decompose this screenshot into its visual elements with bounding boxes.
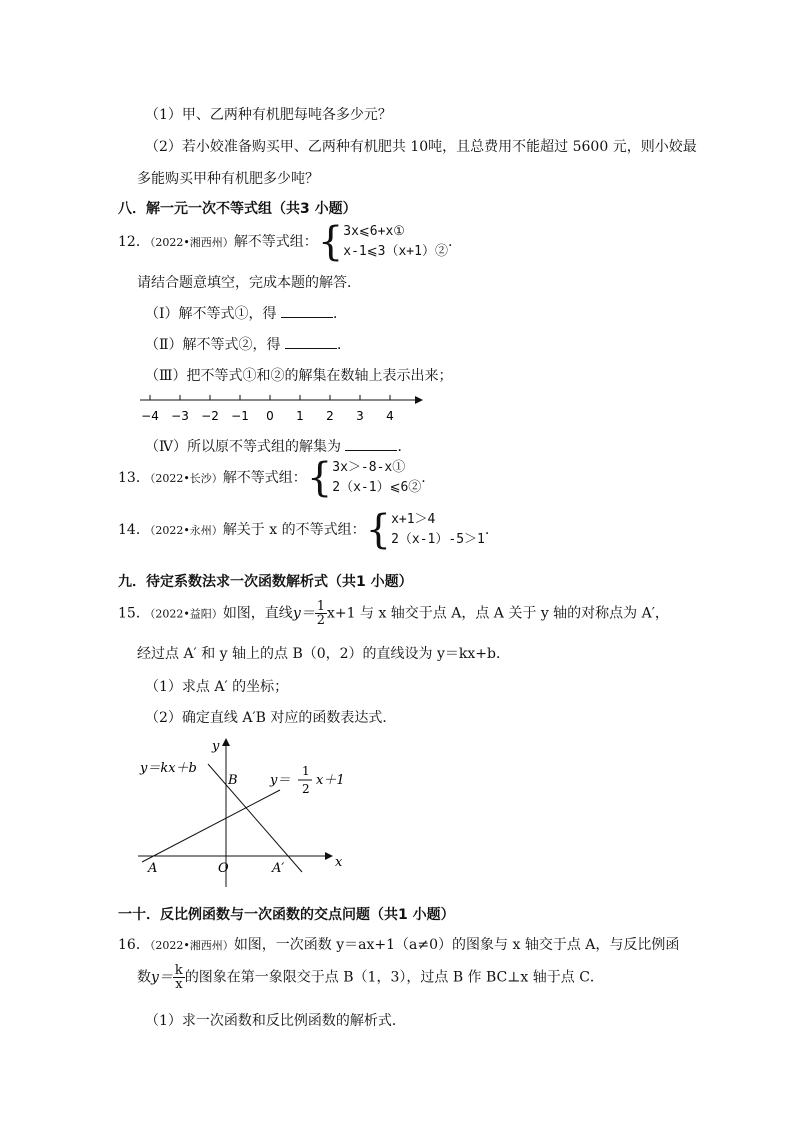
q11-part2-line1: （2）若小姣准备购买甲、乙两种有机肥共 10吨，且总费用不能超过 5600 元，则小姣最 [145, 139, 697, 155]
fraction-denominator: 2 [316, 613, 326, 628]
q15-figure [130, 732, 350, 892]
number-line [135, 390, 425, 430]
section-heading-10: 一十．反比例函数与一次函数的交点问题（共1 小题） [118, 907, 455, 923]
number-line-tick-label: 1 [296, 409, 304, 423]
number-line-tick-label: −4 [141, 409, 159, 423]
question-15-line1 [118, 600, 669, 627]
question-lead: 解不等式组： [222, 470, 307, 486]
system-end: . [447, 234, 453, 250]
point-a-prime-label: A′ [272, 861, 285, 876]
number-line-tick-label: 0 [266, 409, 274, 423]
question-source: （2022•益阳） [149, 607, 223, 621]
inequality-2: 2（x-1）-5＞1 [391, 532, 485, 547]
q15-part1: （1）求点 A′ 的坐标； [145, 679, 289, 695]
system-brace: { [306, 455, 333, 501]
fraction-one-half [315, 600, 327, 627]
step1-end: ． [332, 306, 347, 322]
number-line-tick-label: 3 [356, 409, 364, 423]
q12-instruction: 请结合题意填空，完成本题的解答． [137, 275, 361, 291]
inequality-1: 3x＞-8-x① [332, 460, 406, 475]
point-b-label: B [228, 773, 238, 788]
system-end: . [484, 522, 490, 538]
q15-y-eq: y＝ [292, 605, 315, 622]
inequality-system [391, 510, 485, 550]
number-line-tick-label: −3 [171, 409, 189, 423]
inequality-1: 3x⩽6+x① [343, 224, 405, 239]
question-15-line2: 经过点 A′ 和 y 轴上的点 B（0，2）的直线设为 y＝kx+b． [137, 646, 510, 662]
system-brace: { [317, 219, 344, 265]
line-half-label-b: x＋1 [316, 773, 345, 788]
question-source: （2022•长沙） [149, 472, 223, 485]
question-number: 15． [118, 605, 150, 622]
step4-end: ． [397, 439, 412, 455]
question-source: （2022•永州） [149, 524, 223, 537]
q15-text-b: x+1 与 x 轴交于点 A，点 A 关于 y 轴的对称点为 A′， [327, 605, 669, 622]
q16-part1: （1）求一次函数和反比例函数的解析式． [145, 1013, 406, 1029]
step1-text: （Ⅰ）解不等式①，得 [145, 306, 277, 322]
question-number: 16． [118, 937, 150, 953]
inequality-2: 2（x-1）⩽6② [332, 480, 422, 495]
number-line-tick-label: 4 [386, 409, 394, 423]
x-axis-label: x [335, 855, 343, 870]
q12-step1 [145, 303, 347, 323]
question-14-stem [118, 507, 490, 553]
question-lead: 解不等式组： [233, 234, 318, 250]
question-number: 14． [118, 522, 150, 538]
x-axis-arrow [325, 852, 333, 860]
number-line-tick-label: 2 [326, 409, 334, 423]
inequality-system [343, 222, 448, 262]
question-source: （2022•湘西州） [149, 236, 234, 249]
question-number: 13． [118, 470, 150, 486]
question-12-stem [118, 219, 453, 265]
system-end: . [421, 470, 426, 486]
question-16-line1 [118, 934, 679, 954]
section-heading-8: 八．解一元一次不等式组（共3 小题） [118, 201, 357, 217]
y-axis-arrow [222, 738, 230, 746]
q12-step2 [145, 334, 351, 354]
step2-end: ． [336, 337, 351, 353]
question-16-line2 [137, 964, 604, 991]
inequality-1: x+1＞4 [391, 512, 436, 527]
inequality-system [332, 458, 421, 498]
question-source: （2022•湘西州） [149, 939, 234, 952]
q12-step4 [145, 436, 411, 456]
q11-part1: （1）甲、乙两种有机肥每吨各多少元？ [145, 107, 392, 123]
section-heading-9: 九．待定系数法求一次函数解析式（共1 小题） [118, 574, 413, 590]
q15-part2: （2）确定直线 A′B 对应的函数表达式． [145, 710, 397, 726]
number-line-ticks [141, 395, 394, 423]
system-brace: { [365, 507, 392, 553]
q16-text-2a: 数 [137, 969, 151, 986]
line-half-label-num: 1 [302, 764, 310, 778]
origin-label: O [218, 861, 229, 876]
q16-text-1: 如图，一次函数 y＝ax+1（a≠0）的图象与 x 轴交于点 A，与反比例函 [233, 937, 680, 953]
q15-text-a: 如图，直线 [222, 605, 293, 622]
number-line-tick-label: −1 [231, 409, 249, 423]
question-number: 12． [118, 234, 150, 250]
fraction-k-over-x [173, 964, 185, 991]
fraction-denominator: x [175, 977, 183, 992]
answer-blank-1[interactable] [281, 305, 333, 318]
y-axis-label: y [212, 739, 220, 754]
point-a-label: A [148, 861, 158, 876]
line-half-x-plus-1 [142, 790, 280, 862]
line-half-label-den: 2 [302, 782, 310, 796]
answer-blank-2[interactable] [285, 336, 337, 349]
number-line-tick-label: −2 [201, 409, 219, 423]
question-13-stem [118, 455, 426, 501]
number-line-arrow [415, 396, 423, 404]
q16-y-eq: y＝ [151, 969, 173, 986]
q12-step3: （Ⅲ）把不等式①和②的解集在数轴上表示出来； [145, 368, 453, 384]
line-kx-label: y＝kx＋b [140, 761, 197, 776]
question-lead: 解关于 x 的不等式组： [222, 522, 366, 538]
line-half-label-a: y＝ [270, 773, 291, 788]
fraction-numerator: k [174, 963, 183, 978]
step2-text: （Ⅱ）解不等式②，得 [145, 337, 281, 353]
answer-blank-3[interactable] [345, 438, 397, 451]
inequality-2: x-1⩽3（x+1）② [343, 244, 448, 259]
q16-text-2b: 的图象在第一象限交于点 B（1，3），过点 B 作 BC⊥x 轴于点 C． [184, 969, 604, 986]
fraction-numerator: 1 [316, 599, 326, 614]
q11-part2-line2: 多能购买甲种有机肥多少吨？ [137, 171, 319, 187]
step4-text: （Ⅳ）所以原不等式组的解集为 [145, 439, 341, 455]
